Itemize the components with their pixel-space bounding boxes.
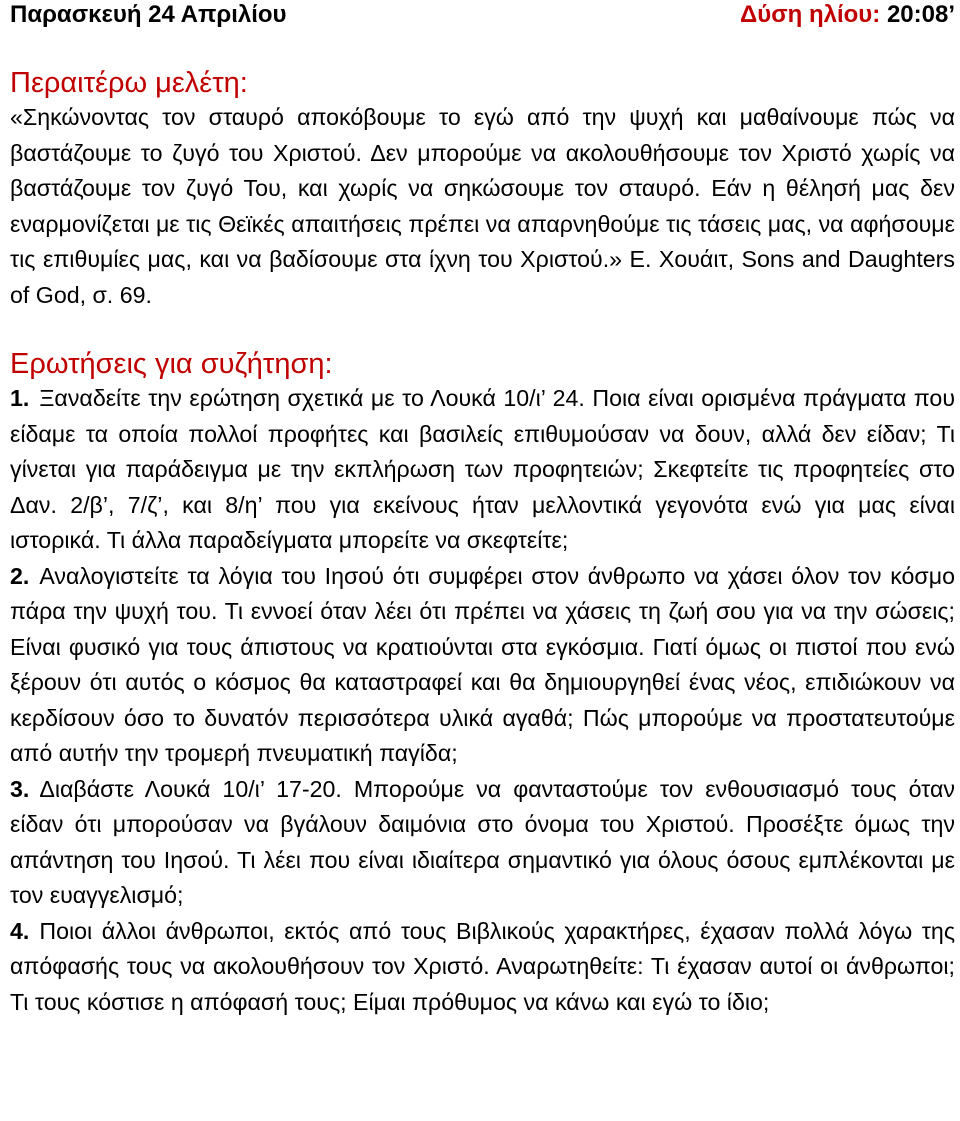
further-study-heading: Περαιτέρω μελέτη: — [10, 67, 248, 99]
sunset-time: 20:08’ — [886, 1, 955, 28]
question-item — [10, 381, 955, 559]
header-date: Παρασκευή 24 Απριλίου — [10, 1, 287, 28]
question-number: 4. — [10, 917, 30, 944]
discussion-questions — [10, 381, 955, 1020]
question-item — [10, 772, 955, 914]
further-study-text: «Σηκώνοντας τον σταυρό αποκόβουμε το εγώ από την ψυχή και μαθαίνουμε πώς να βαστάζουμε το ζυγό του Χριστού. Δεν μπορούμε να ακολουθήσουμε τον Χριστό χωρίς να βαστάζουμε τον ζυγό Του, και χωρίς να σηκώσουμε τον σταυρό. Εάν η θέλησή μας δεν εναρμονίζεται με τις Θεϊκές απαιτήσεις πρέπει να απαρνηθούμε τις τάσεις μας, να αφήσουμε τις επιθυμίες μας, και να βαδίσουμε στα ίχνη του Χριστού.» Ε. Χουάιτ, Sons and Daughters of God, σ. 69. — [10, 104, 955, 308]
discussion-heading: Ερωτήσεις για συζήτηση: — [10, 348, 333, 380]
question-number: 2. — [10, 562, 30, 589]
sunset-label: Δύση ηλίου: — [740, 1, 881, 28]
page-header — [10, 0, 955, 30]
question-item — [10, 559, 955, 772]
study-page — [10, 0, 955, 1020]
question-text: Ξαναδείτε την ερώτηση σχετικά με το Λουκά 10/ι’ 24. Ποια είναι ορισμένα πράγματα που είδαμε τα οποία πολλοί προφήτες και βασιλείς επιθυμούσαν να δουν, αλλά δεν είδαν; Τι γίνεται για παράδειγμα με την εκπλήρωση των προφητειών; Σκεφτείτε τις προφητείες στο Δαν. 2/β’, 7/ζ’, και 8/η’ που για εκείνους ήταν μελλοντικά γεγονότα ενώ για μας είναι ιστορικά. Τι άλλα παραδείγματα μπορείτε να σκεφτείτε; — [10, 385, 955, 553]
question-number: 3. — [10, 775, 30, 802]
question-text: Διαβάστε Λουκά 10/ι’ 17-20. Μπορούμε να φανταστούμε τον ενθουσιασμό τους όταν είδαν ότι μπορούσαν να βγάλουν δαιμόνια στο όνομα του Χριστού. Προσέξτε όμως την απάντηση του Ιησού. Τι λέει που είναι ιδιαίτερα σημαντικό για όλους όσους εμπλέκονται με τον ευαγγελισμό; — [10, 775, 955, 908]
question-text: Ποιοι άλλοι άνθρωποι, εκτός από τους Βιβλικούς χαρακτήρες, έχασαν πολλά λόγω της απόφασής τους να ακολουθήσουν τον Χριστό. Αναρωτηθείτε: Τι έχασαν αυτοί οι άνθρωποι; Τι τους κόστισε η απόφασή τους; Είμαι πρόθυμος να κάνω και εγώ το ίδιο; — [10, 917, 955, 1015]
question-number: 1. — [10, 385, 30, 411]
question-text: Αναλογιστείτε τα λόγια του Ιησού ότι συμφέρει στον άνθρωπο να χάσει όλον τον κόσμο πάρα την ψυχή του. Τι εννοεί όταν λέει ότι πρέπει να χάσεις τη ζωή σου για να την σώσεις; Είναι φυσικό για τους άπιστους να κρατιούνται στα εγκόσμια. Γιατί όμως οι πιστοί που ενώ ξέρουν ότι αυτός ο κόσμος θα καταστραφεί και θα δημιουργηθεί ένας νέος, επιδιώκουν να κερδίσουν όσο το δυνατόν περισσότερα υλικά αγαθά; Πώς μπορούμε να προστατευτούμε από αυτήν την τρομερή πνευματική παγίδα; — [10, 562, 955, 766]
header-sunset — [740, 0, 955, 30]
question-item — [10, 914, 955, 1021]
